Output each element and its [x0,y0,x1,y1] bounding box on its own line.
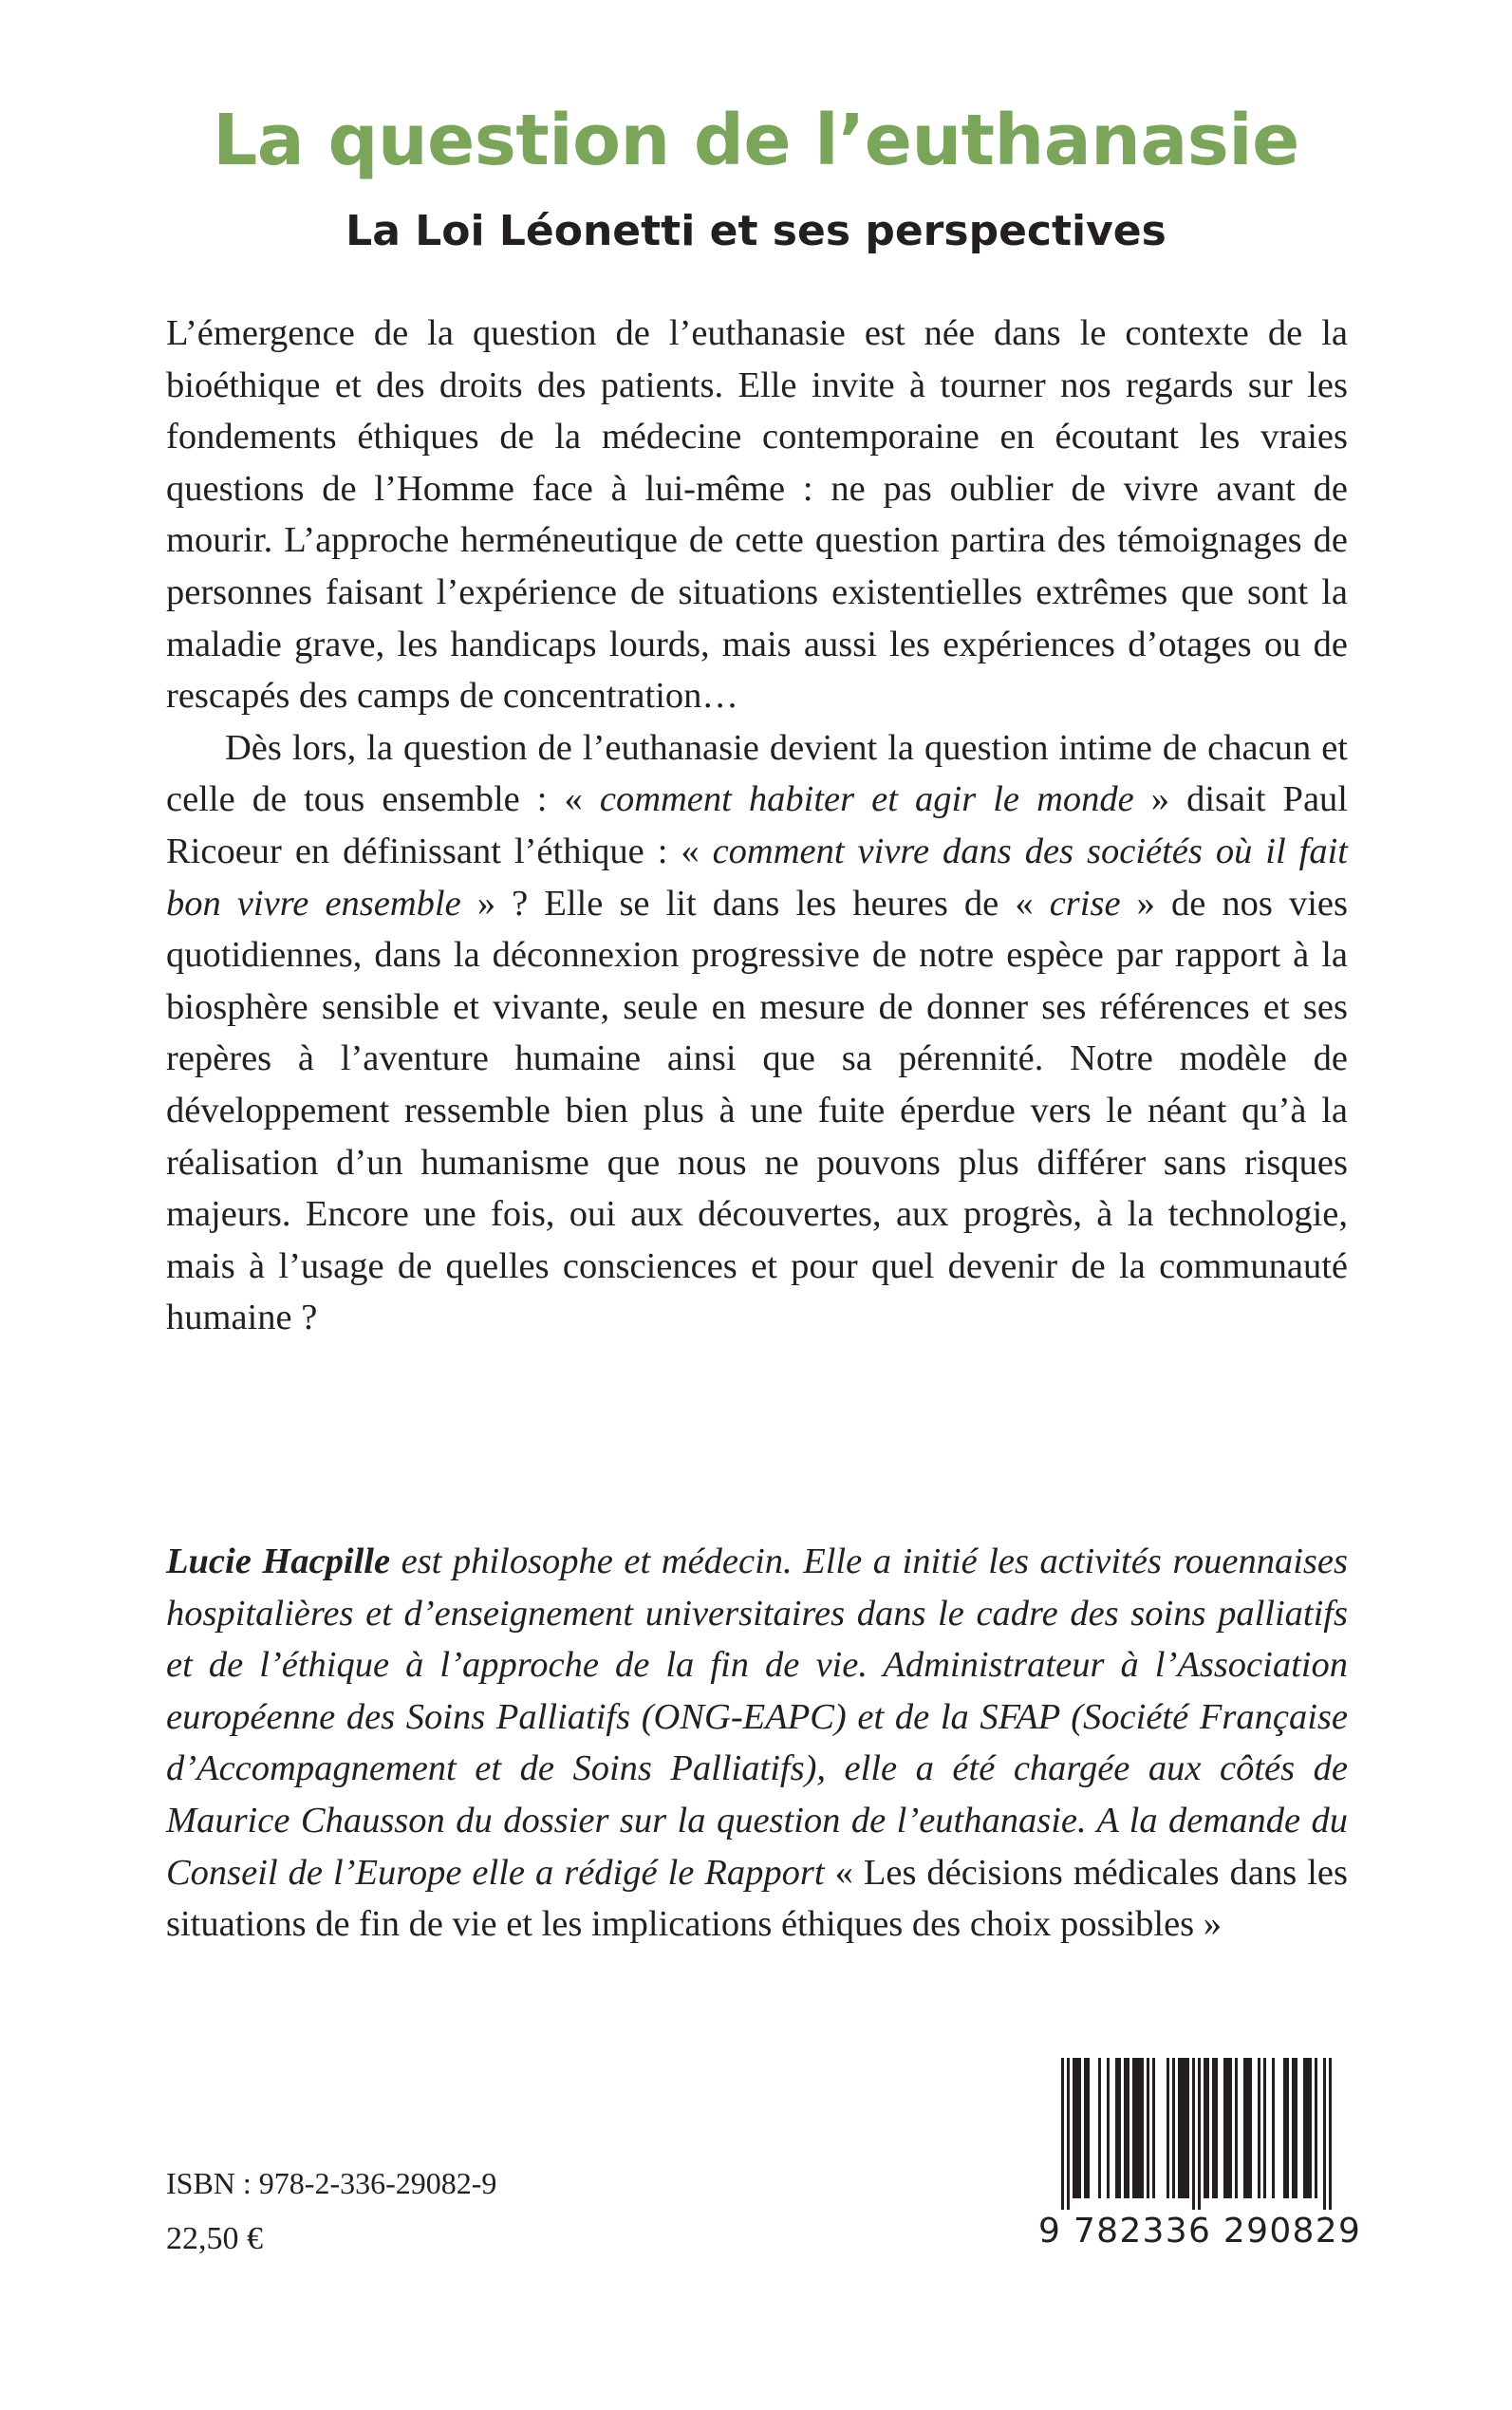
barcode-number: 9 782336 290829 [1038,2212,1362,2251]
barcode-bar [1315,2058,1317,2198]
barcode-bar [1073,2058,1081,2198]
barcode-bar [1107,2058,1110,2198]
barcode-bar [1084,2058,1090,2198]
barcode-bar [1098,2058,1101,2198]
barcode-bar [1263,2058,1266,2198]
barcode-bar [1124,2058,1129,2198]
barcode-bar [1212,2058,1218,2198]
barcode-bar [1235,2058,1238,2198]
book-subtitle: La Loi Léonetti et ses perspectives [345,207,1167,255]
blurb-quote: crise [1049,883,1121,924]
barcode-bar [1223,2058,1232,2198]
book-title: La question de l’euthanasie [213,100,1299,181]
blurb-text: Dès lors, la question de l’euthanasie devient la question intime de chacun et celle de tous ensemble : « [166,727,1348,820]
barcode-bar [1147,2058,1149,2198]
author-bio [166,1536,1348,1951]
barcode-bar [1198,2058,1201,2210]
blurb-quote: comment vivre dans des sociétés où il fait bon vivre ensemble [166,831,1349,924]
barcode-bar [1204,2058,1209,2198]
blurb [166,308,1348,1344]
barcode-bar [1292,2058,1297,2198]
barcode-bar [1167,2058,1169,2198]
author-bio-paragraph [166,1536,1348,1951]
barcode-bar [1178,2058,1189,2198]
blurb-paragraph-1: L’émergence de la question de l’euthanasie est née dans le contexte de la bioéthique et des droits des patients. Elle invite à tourner nos regards sur les fondements éthiques de la médecine contemporaine en écoutant les vraies questions de l’Homme face à lui-même : ne pas oublier de vivre avant de mourir. L’approche herméneutique de cette question partira des témoignages de personnes faisant l’expérience de situations existentielles extrêmes que sont la maladie grave, les handicaps lourds, mais aussi les expériences d’otages ou de rescapés des camps de concentration… [166,313,1348,717]
blurb-text: » disait Paul Ricoeur en définissant l’éthique : « [166,779,1349,871]
barcode-bar [1152,2058,1155,2198]
barcode-bar [1172,2058,1175,2198]
blurb-quote: comment habiter et agir le monde [599,779,1134,820]
barcode [1038,2058,1362,2276]
blurb-text: » de nos vies quotidiennes, dans la déconnexion progressive de notre espèce par rapport à la biosphère sensible et vivante, seule en mesure de donner ses références et ses repères à l’aventure humaine ainsi que sa pérennité. Notre modèle de développement ressemble bien plus à une fuite éperdue vers le néant qu’à la réalisation d’un humanisme que nous ne pouvons plus différer sans risques majeurs. Encore une fois, oui aux découvertes, aux progrès, à la technologie, mais à l’usage de quelles consciences et pour quel devenir de la communauté humaine ? [166,883,1349,1338]
price: 22,50 € [166,2221,263,2256]
barcode-bars [1038,2058,1352,2219]
blurb-paragraph-2 [166,722,1348,1344]
isbn: ISBN : 978-2-336-29082-9 [166,2166,497,2200]
barcode-bar [1329,2058,1332,2210]
barcode-bar [1283,2058,1289,2198]
barcode-bar [1067,2058,1070,2210]
barcode-bar [1132,2058,1144,2198]
barcode-bar [1192,2058,1195,2210]
report-title: « Les décisions médicales dans les situations de fin de vie et les implications éthiques des choix possibles » [166,1852,1348,1945]
barcode-bar [1258,2058,1260,2198]
barcode-bar [1303,2058,1312,2198]
author-bio-text: est philosophe et médecin. Elle a initié les activités rouennaises hospitalières et d’enseignement universitaires dans le cadre des soins palliatifs et de l’éthique à l’approche de la fin de vie. Administrateur à l’Association européenne des Soins Palliatifs (ONG-EAPC) et de la SFAP (Société Française d’Accompagnement et de Soins Palliatifs), elle a été chargée aux côtés de Maurice Chausson du dossier sur la question de l’euthanasie. A la demande du Conseil de l’Europe elle a rédigé le Rapport [166,1541,1348,1893]
barcode-bar [1061,2058,1064,2210]
barcode-bar [1272,2058,1275,2198]
barcode-bar [1243,2058,1252,2198]
author-name: Lucie Hacpille [166,1541,391,1581]
blurb-text: » ? Elle se lit dans les heures de « [460,883,1050,924]
barcode-bar [1323,2058,1326,2210]
barcode-bar [1115,2058,1121,2198]
